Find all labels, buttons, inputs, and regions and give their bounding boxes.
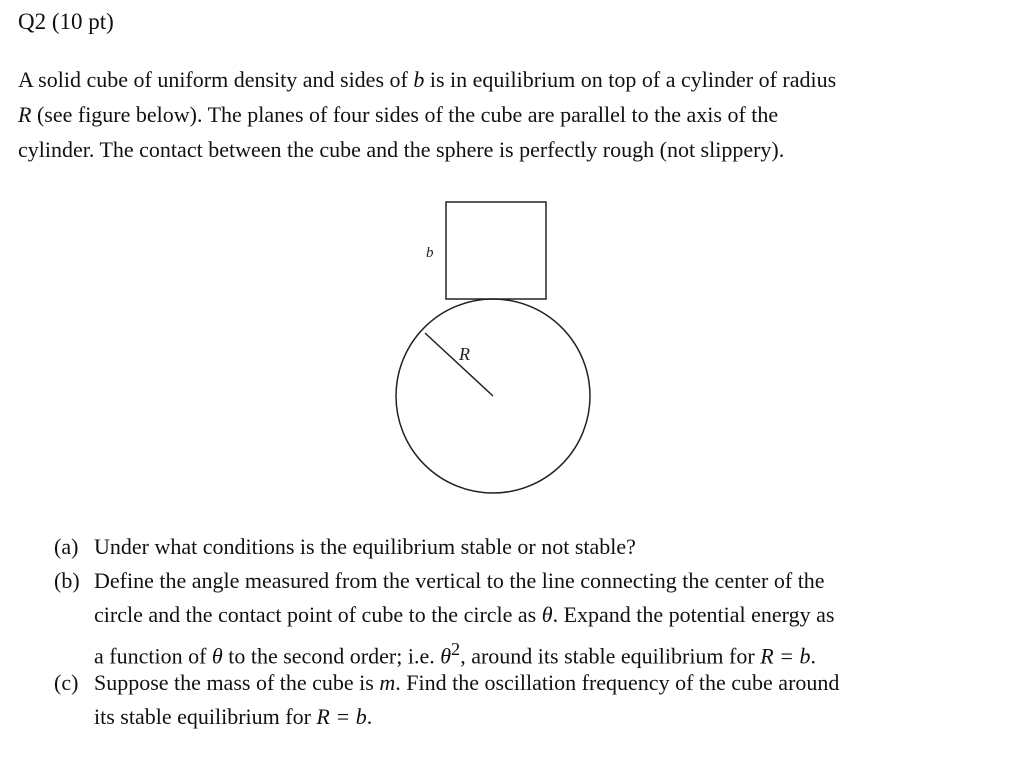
problem-line <box>18 97 1008 132</box>
problem-text: (see figure below). The planes of four sides of the cube are parallel to the axis of the <box>31 102 779 127</box>
cube-on-cylinder-figure <box>380 195 610 515</box>
part-text: a function of <box>94 643 212 669</box>
part-text: . <box>366 704 373 729</box>
part-line <box>94 564 1014 598</box>
part-text: circle and the contact point of cube to the circle as <box>94 602 542 627</box>
figure-drawing <box>380 195 610 515</box>
part-line <box>94 700 1014 734</box>
part-text: Suppose the mass of the cube is <box>94 670 380 695</box>
part-a <box>54 530 1014 564</box>
part-text: Under what conditions is the equilibrium stable or not stable? <box>94 534 636 559</box>
part-b-marker: (b) <box>54 568 80 593</box>
part-line <box>94 632 1014 669</box>
part-text: . Expand the potential energy as <box>552 602 835 627</box>
equation-r-equals-b: R = b <box>316 704 367 729</box>
problem-text: is in equilibrium on top of a cylinder of radius <box>424 67 837 92</box>
part-text: , around its stable equilibrium for <box>460 643 761 669</box>
part-text: . <box>810 643 816 669</box>
part-a-marker: (a) <box>54 534 79 559</box>
cube-square <box>446 202 546 299</box>
radius-line <box>425 333 493 396</box>
part-line <box>94 530 1014 564</box>
problem-text: cylinder. The contact between the cube and the sphere is perfectly rough (not slippery). <box>18 137 785 162</box>
part-text: its stable equilibrium for <box>94 704 317 729</box>
question-parts <box>54 530 1014 734</box>
exponent: 2 <box>451 639 461 659</box>
radius-label: R <box>459 344 470 364</box>
variable-theta: θ <box>211 643 223 669</box>
part-line <box>94 666 1014 700</box>
variable-theta: θ <box>541 602 553 627</box>
part-b <box>54 564 1014 669</box>
problem-statement <box>18 62 1008 167</box>
equation-r-equals-b: R = b <box>760 643 811 669</box>
variable-b: b <box>413 67 425 92</box>
part-text: to the second order; i.e. <box>222 643 441 669</box>
part-c-marker: (c) <box>54 670 79 695</box>
cube-side-label: b <box>426 245 434 261</box>
part-c <box>54 666 1014 734</box>
question-heading: Q2 (10 pt) <box>18 9 114 34</box>
problem-line <box>18 132 1008 167</box>
variable-theta: θ <box>440 643 452 669</box>
problem-line <box>18 62 1008 97</box>
part-text: . Find the oscillation frequency of the cube around <box>395 670 840 695</box>
variable-m: m <box>379 670 396 695</box>
variable-r: R <box>18 102 32 127</box>
problem-text: A solid cube of uniform density and sides of <box>18 67 414 92</box>
part-text: Define the angle measured from the vertical to the line connecting the center of the <box>94 568 825 593</box>
part-line <box>94 598 1014 632</box>
